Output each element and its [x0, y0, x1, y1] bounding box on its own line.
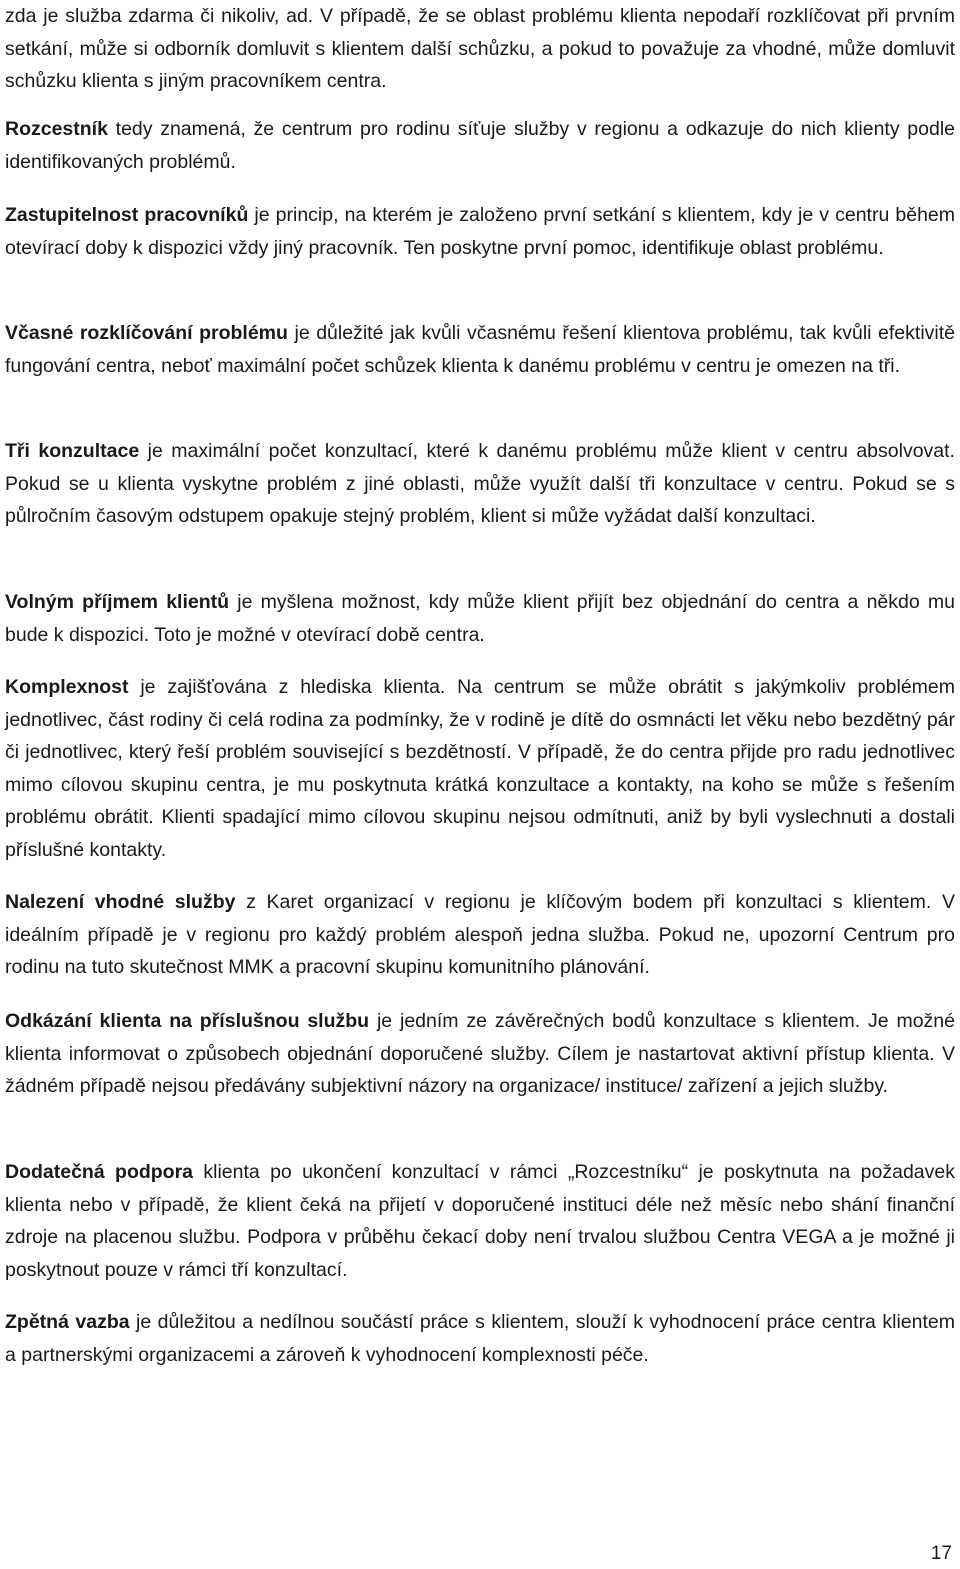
paragraph-lead-term: Nalezení vhodné služby [5, 891, 236, 913]
paragraph-text: je jedním ze závěrečných bodů konzultace s klientem. Je možné klienta informovat o způsobech objednání doporučené služby. Cílem je nastartovat aktivní přístup klienta. V žádném případě nejsou předávány subjektivní názory na organizace/ instituce/ zařízení a jejich služby. [5, 1010, 955, 1097]
paragraph-text: je důležité jak kvůli včasnému řešení klientova problému, tak kvůli efektivitě fungování centra, neboť maximální počet schůzek klienta k danému problému v centru je omezen na tři. [5, 322, 955, 377]
paragraph-volny-prijem [5, 586, 955, 651]
page-number: 17 [930, 1543, 952, 1564]
paragraph-zastupitelnost [5, 199, 955, 264]
paragraph-lead-term: Dodatečná podpora [5, 1161, 194, 1183]
paragraph-text: tedy znamená, že centrum pro rodinu síťuje služby v regionu a odkazuje do nich klienty podle identifikovaných problémů. [5, 118, 955, 173]
paragraph-vcasne-rozklicovani [5, 317, 955, 382]
paragraph-zpetna-vazba [5, 1306, 955, 1371]
paragraph-lead-term: Zpětná vazba [5, 1311, 130, 1333]
paragraph-text: je zajišťována z hlediska klienta. Na centrum se může obrátit s jakýmkoliv problémem jednotlivec, část rodiny či celá rodina za podmínky, že v rodině je dítě do osmnácti let věku nebo bezdětný pár či jednotlivec, který řeší problém související s bezdětností. V případě, že do centra přijde pro radu jednotlivec mimo cílovou skupinu centra, je mu poskytnuta krátká konzultace a kontakty, na koho se může s řešením problému obrátit. Klienti spadající mimo cílovou skupinu nejsou odmítnuti, aniž by byli vyslechnuti a dostali příslušné kontakty. [5, 676, 955, 861]
paragraph-text: je princip, na kterém je založeno první setkání s klientem, kdy je v centru během otevírací doby k dispozici vždy jiný pracovník. Ten poskytne první pomoc, identifikuje oblast problému. [5, 204, 956, 259]
paragraph-lead-term: Odkázání klienta na příslušnou službu [5, 1010, 370, 1032]
paragraph-text: klienta po ukončení konzultací v rámci „Rozcestníku“ je poskytnuta na požadavek klienta nebo v případě, že klient čeká na přijetí v doporučené instituci déle než měsíc nebo shání finanční zdroje na placenou službu. Podpora v průběhu čekací doby není trvalou službou Centra VEGA a je možné ji poskytnout pouze v rámci tří konzultací. [5, 1161, 955, 1281]
paragraph-lead-term: Tři konzultace [5, 440, 140, 462]
paragraph-text: je důležitou a nedílnou součástí práce s klientem, slouží k vyhodnocení práce centra klientem a partnerskými organizacemi a zároveň k vyhodnocení komplexnosti péče. [5, 1311, 955, 1366]
paragraph-lead-term: Zastupitelnost pracovníků [5, 204, 249, 226]
paragraph-dodatecna-podpora [5, 1156, 955, 1286]
paragraph-text: je myšlena možnost, kdy může klient přijít bez objednání do centra a někdo mu bude k dispozici. Toto je možné v otevírací době centra. [5, 591, 955, 646]
paragraph-tri-konzultace [5, 435, 955, 533]
paragraph-lead-term: Komplexnost [5, 676, 129, 698]
paragraph-text: z Karet organizací v regionu je klíčovým bodem při konzultaci s klientem. V ideálním případě je v regionu pro každý problém alespoň jedna služba. Pokud ne, upozorní Centrum pro rodinu na tuto skutečnost MMK a pracovní skupinu komunitního plánování. [5, 891, 955, 978]
paragraph-nalezeni-sluzby [5, 886, 955, 984]
paragraph-komplexnost [5, 671, 955, 866]
paragraph-text: je maximální počet konzultací, které k danému problému může klient v centru absolvovat. Pokud se u klienta vyskytne problém z jiné oblasti, může využít další tři konzultace v centru. Pokud se s půlročním časovým odstupem opakuje stejný problém, klient si může vyžádat další konzultaci. [5, 440, 955, 527]
paragraph-odkazani-klienta [5, 1005, 955, 1103]
paragraph-text: zda je služba zdarma či nikoliv, ad. V případě, že se oblast problému klienta nepodaří rozklíčovat při prvním setkání, může si odborník domluvit s klientem další schůzku, a pokud to považuje za vhodné, může domluvit schůzku klienta s jiným pracovníkem centra. [5, 5, 955, 92]
paragraph-lead-term: Včasné rozklíčování problému [5, 322, 288, 344]
paragraph-lead-term: Rozcestník [5, 118, 108, 140]
paragraph-lead-term: Volným příjmem klientů [5, 591, 230, 613]
paragraph-rozcestnik [5, 113, 955, 178]
paragraph-intro-continuation [5, 0, 955, 98]
